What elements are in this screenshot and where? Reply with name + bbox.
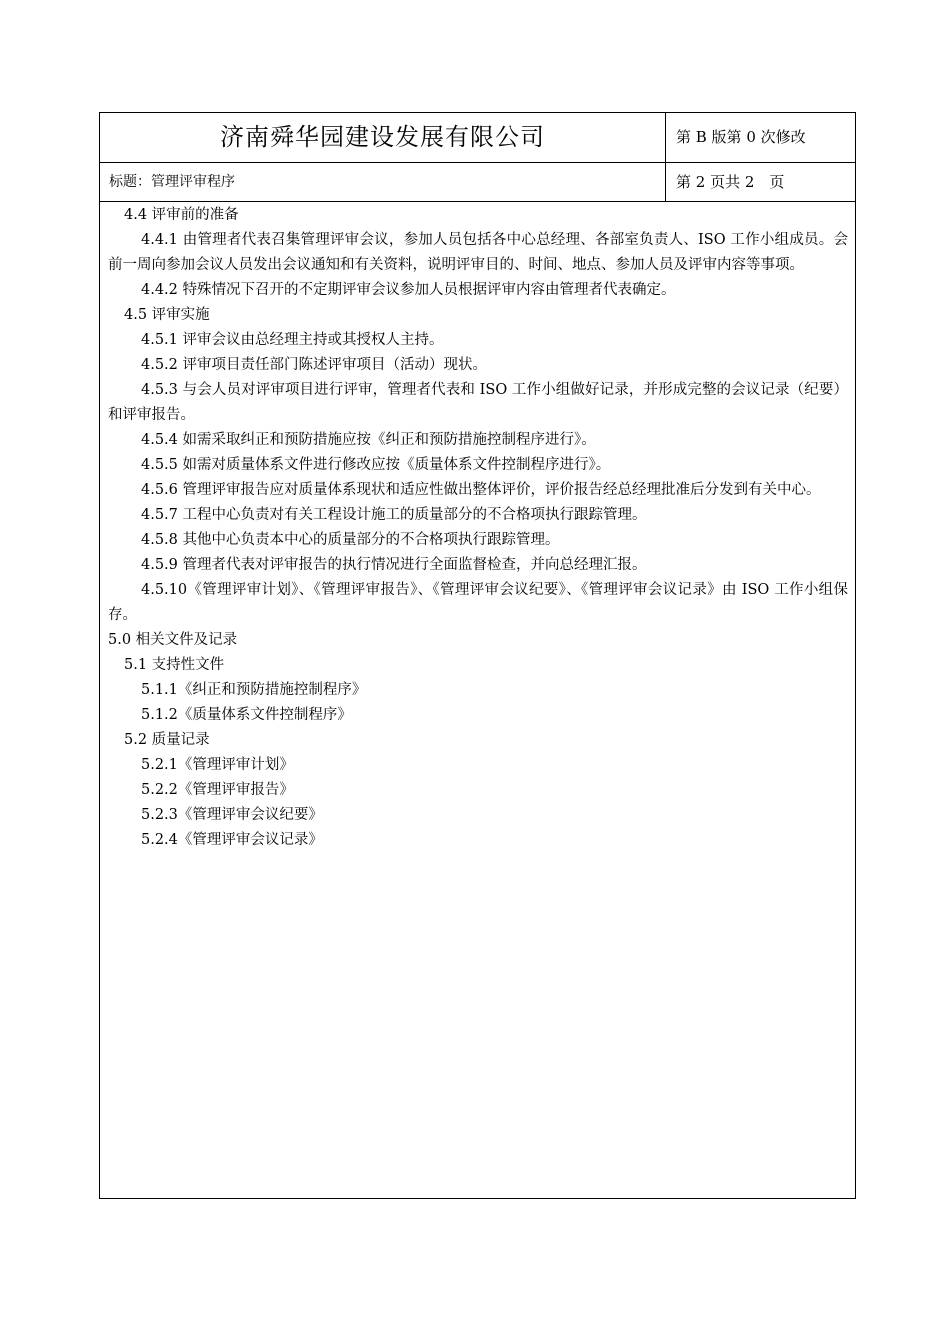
header-title-row	[100, 163, 855, 202]
list-item-5-1-1: 5.1.1《纠正和预防措施控制程序》	[141, 682, 367, 698]
section-heading-5-0: 5.0 相关文件及记录	[108, 632, 238, 648]
paragraph-4-5-1: 4.5.1 评审会议由总经理主持或其授权人主持。	[141, 332, 444, 348]
header-divider	[665, 113, 666, 202]
paragraph-4-4-1: 4.4.1 由管理者代表召集管理评审会议，参加人员包括各中心总经理、各部室负责人、ISO 工作小组成员。会前一周向参加会议人员发出会议通知和有关资料，说明评审目的、时间、地点、参加人员及评审内容等事项。	[108, 232, 848, 273]
section-heading-5-2: 5.2 质量记录	[124, 732, 210, 748]
paragraph-4-5-4: 4.5.4 如需采取纠正和预防措施应按《纠正和预防措施控制程序进行》。	[141, 432, 596, 448]
list-item-5-2-2: 5.2.2《管理评审报告》	[141, 782, 294, 798]
paragraph-4-5-5: 4.5.5 如需对质量体系文件进行修改应按《质量体系文件控制程序进行》。	[141, 457, 611, 473]
list-item-5-2-4: 5.2.4《管理评审会议记录》	[141, 832, 323, 848]
section-heading-5-1: 5.1 支持性文件	[124, 657, 225, 673]
list-item-5-2-3: 5.2.3《管理评审会议纪要》	[141, 807, 323, 823]
document-frame	[99, 112, 856, 1199]
paragraph-4-4-2: 4.4.2 特殊情况下召开的不定期评审会议参加人员根据评审内容由管理者代表确定。	[141, 282, 676, 298]
list-item-5-1-2: 5.1.2《质量体系文件控制程序》	[141, 707, 352, 723]
paragraph-4-5-3: 4.5.3 与会人员对评审项目进行评审，管理者代表和 ISO 工作小组做好记录，并形成完整的会议记录（纪要）和评审报告。	[108, 382, 848, 423]
document-title: 标题：管理评审程序	[109, 174, 235, 190]
paragraph-4-5-6: 4.5.6 管理评审报告应对质量体系现状和适应性做出整体评价，评价报告经总经理批准后分发到有关中心。	[141, 482, 821, 498]
version-info: 第 B 版第 0 次修改	[676, 128, 806, 146]
paragraph-4-5-10: 4.5.10《管理评审计划》、《管理评审报告》、《管理评审会议纪要》、《管理评审会议记录》由 ISO 工作小组保存。	[108, 582, 848, 623]
list-item-5-2-1: 5.2.1《管理评审计划》	[141, 757, 294, 773]
section-heading-4-5: 4.5 评审实施	[124, 307, 210, 323]
paragraph-4-5-2: 4.5.2 评审项目责任部门陈述评审项目（活动）现状。	[141, 357, 488, 373]
company-name: 济南舜华园建设发展有限公司	[220, 123, 545, 151]
section-heading-4-4: 4.4 评审前的准备	[124, 207, 239, 223]
paragraph-4-5-7: 4.5.7 工程中心负责对有关工程设计施工的质量部分的不合格项执行跟踪管理。	[141, 507, 647, 523]
document-body	[108, 203, 848, 853]
page-info: 第 2 页共 2 页	[676, 173, 785, 191]
header-company-row	[100, 113, 855, 163]
paragraph-4-5-9: 4.5.9 管理者代表对评审报告的执行情况进行全面监督检查，并向总经理汇报。	[141, 557, 647, 573]
paragraph-4-5-8: 4.5.8 其他中心负责本中心的质量部分的不合格项执行跟踪管理。	[141, 532, 560, 548]
